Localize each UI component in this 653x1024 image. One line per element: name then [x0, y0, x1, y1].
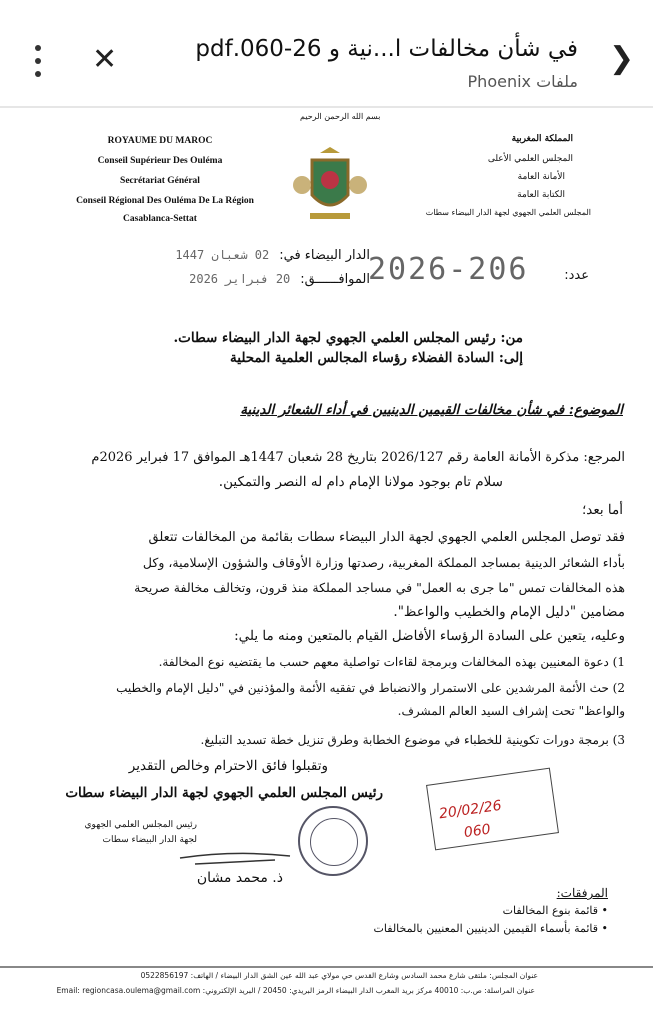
close-icon[interactable]: ✕	[92, 42, 118, 77]
ar-header-3: الأمانة العامة	[517, 172, 565, 182]
paragraph-line: بأداء الشعائر الدينية بمساجد المملكة المغربية، رصدتها وزارة الأوقاف والشؤون الإسلامية، وكل	[142, 555, 625, 570]
date-row-gregorian	[40, 272, 370, 287]
number-label: عدد:	[564, 268, 589, 283]
document-title: في شأن مخالفات ا...نية و 26-060.pdf	[195, 36, 578, 62]
attachment-text: قائمة بأسماء القيمين الدينيين المعنيين بالمخالفات	[373, 922, 598, 935]
reference-line: المرجع: مذكرة الأمانة العامة رقم 2026/127 بتاريخ 28 شعبان 1447هـ الموافق 17 فبراير 2026م	[91, 450, 625, 465]
list-item: 3) برمجة دورات تكوينية للخطباء في موضوع الخطابة وطرق تنزيل خطة تسديد التبليغ.	[200, 733, 625, 747]
app-name: ملفات Phoenix	[467, 72, 578, 91]
paragraph-line: هذه المخالفات تمس "ما جرى به العمل" في مساجد المملكة منذ قرون، وتخالف مخالفة صريحة	[134, 580, 625, 595]
date2-label: الموافــــــق:	[300, 272, 370, 287]
basmala: بسم الله الرحمن الرحيم	[300, 112, 381, 121]
paragraph-line: فقد توصل المجلس العلمي الجهوي لجهة الدار البيضاء سطات بقائمة من المخالفات تتعلق	[148, 530, 625, 545]
fr-header-3: Secrétariat Général	[120, 176, 200, 186]
amma-line: أما بعد؛	[581, 502, 623, 518]
fr-header-4: Conseil Régional Des Ouléma De La Région	[76, 196, 254, 206]
signature-title-2: لجهة الدار البيضاء سطات	[102, 835, 197, 845]
ar-header-2: المجلس العلمي الأعلى	[487, 154, 573, 164]
date-row-hijri	[40, 248, 370, 263]
date-hijri: 02 شعبان 1447	[175, 248, 270, 262]
attachment-item: • قائمة بنوع المخالفات	[502, 904, 608, 917]
chevron-right-icon[interactable]: ❯	[609, 41, 635, 76]
coat-of-arms-emblem	[290, 145, 370, 225]
therefore-line: وعليه، يتعين على السادة الرؤساء الأفاضل القيام بالمتعين ومنه ما يلي:	[234, 628, 625, 644]
from-line: من: رئيس المجلس العلمي الجهوي لجهة الدار البيضاء سطات.	[173, 330, 523, 346]
list-item: والواعظ" تحت إشراف السيد العالم المشرف.	[397, 704, 625, 718]
attachment-text: قائمة بنوع المخالفات	[502, 904, 598, 917]
signature-title-1: رئيس المجلس العلمي الجهوي	[84, 820, 197, 830]
signer-title: رئيس المجلس العلمي الجهوي لجهة الدار البيضاء سطات	[65, 785, 383, 801]
footer-address: عنوان المجلس: ملتقى شارع محمد السادس وشارع القدس حي مولاي عبد الله عين الشق الدار البيضاء / الهاتف: 0522856197	[140, 971, 538, 980]
stamp-date: 20/02/26	[438, 797, 503, 823]
fr-header-1: ROYAUME DU MAROC	[107, 136, 213, 146]
attachments-label: المرفقات:	[556, 886, 608, 900]
ar-header-5: المجلس العلمي الجهوي لجهة الدار البيضاء سطات	[425, 208, 591, 217]
stamp-number: 060	[462, 821, 492, 842]
subject-line: الموضوع: في شأن مخالفات القيمين الدينيين في أداء الشعائر الدينية	[240, 402, 623, 418]
signature-scribble	[175, 848, 295, 868]
fr-header-2: Conseil Supérieur Des Ouléma	[97, 156, 223, 166]
official-round-stamp	[298, 806, 368, 876]
footer-divider	[0, 966, 653, 968]
to-line: إلى: السادة الفضلاء رؤساء المجالس العلمية المحلية	[230, 350, 523, 366]
list-item: 2) حث الأئمة المرشدين على الاستمرار والانضباط في تفقيه الأئمة والمؤذنين في "دليل الإمام والخطيب	[116, 681, 625, 695]
closing-line: وتقبلوا فائق الاحترام وخالص التقدير	[128, 758, 328, 774]
more-options-icon[interactable]	[35, 45, 45, 84]
date-gregorian: 20 فبراير 2026	[189, 272, 291, 286]
ar-header-4: الكتابة العامة	[517, 190, 565, 200]
date-label: الدار البيضاء في:	[279, 248, 370, 263]
fr-header-5: Casablanca-Settat	[123, 214, 197, 224]
document-number: 2026-206	[368, 252, 529, 287]
list-item: 1) دعوة المعنيين بهذه المخالفات وبرمجة لقاءات تواصلية معهم حسب ما يقتضيه نوع المخالفة.	[158, 655, 625, 669]
greeting-line: سلام تام بوجود مولانا الإمام دام له النصر والتمكين.	[218, 474, 503, 490]
signer-name: ذ. محمد مشان	[196, 870, 283, 886]
paragraph-line: مضامين "دليل الإمام والخطيب والواعظ".	[393, 604, 625, 620]
ar-header-1: المملكة المغربية	[511, 134, 573, 144]
viewer-topbar	[0, 0, 653, 108]
footer-mail: عنوان المراسلة: ص.ب: 40010 مركز بريد المغرب الدار البيضاء الرمز البريدي: 20450 / البريد الإلكتروني: Email: regioncasa.oulema@gmail.com	[56, 986, 535, 995]
attachment-item: • قائمة بأسماء القيمين الدينيين المعنيين بالمخالفات	[373, 922, 608, 935]
